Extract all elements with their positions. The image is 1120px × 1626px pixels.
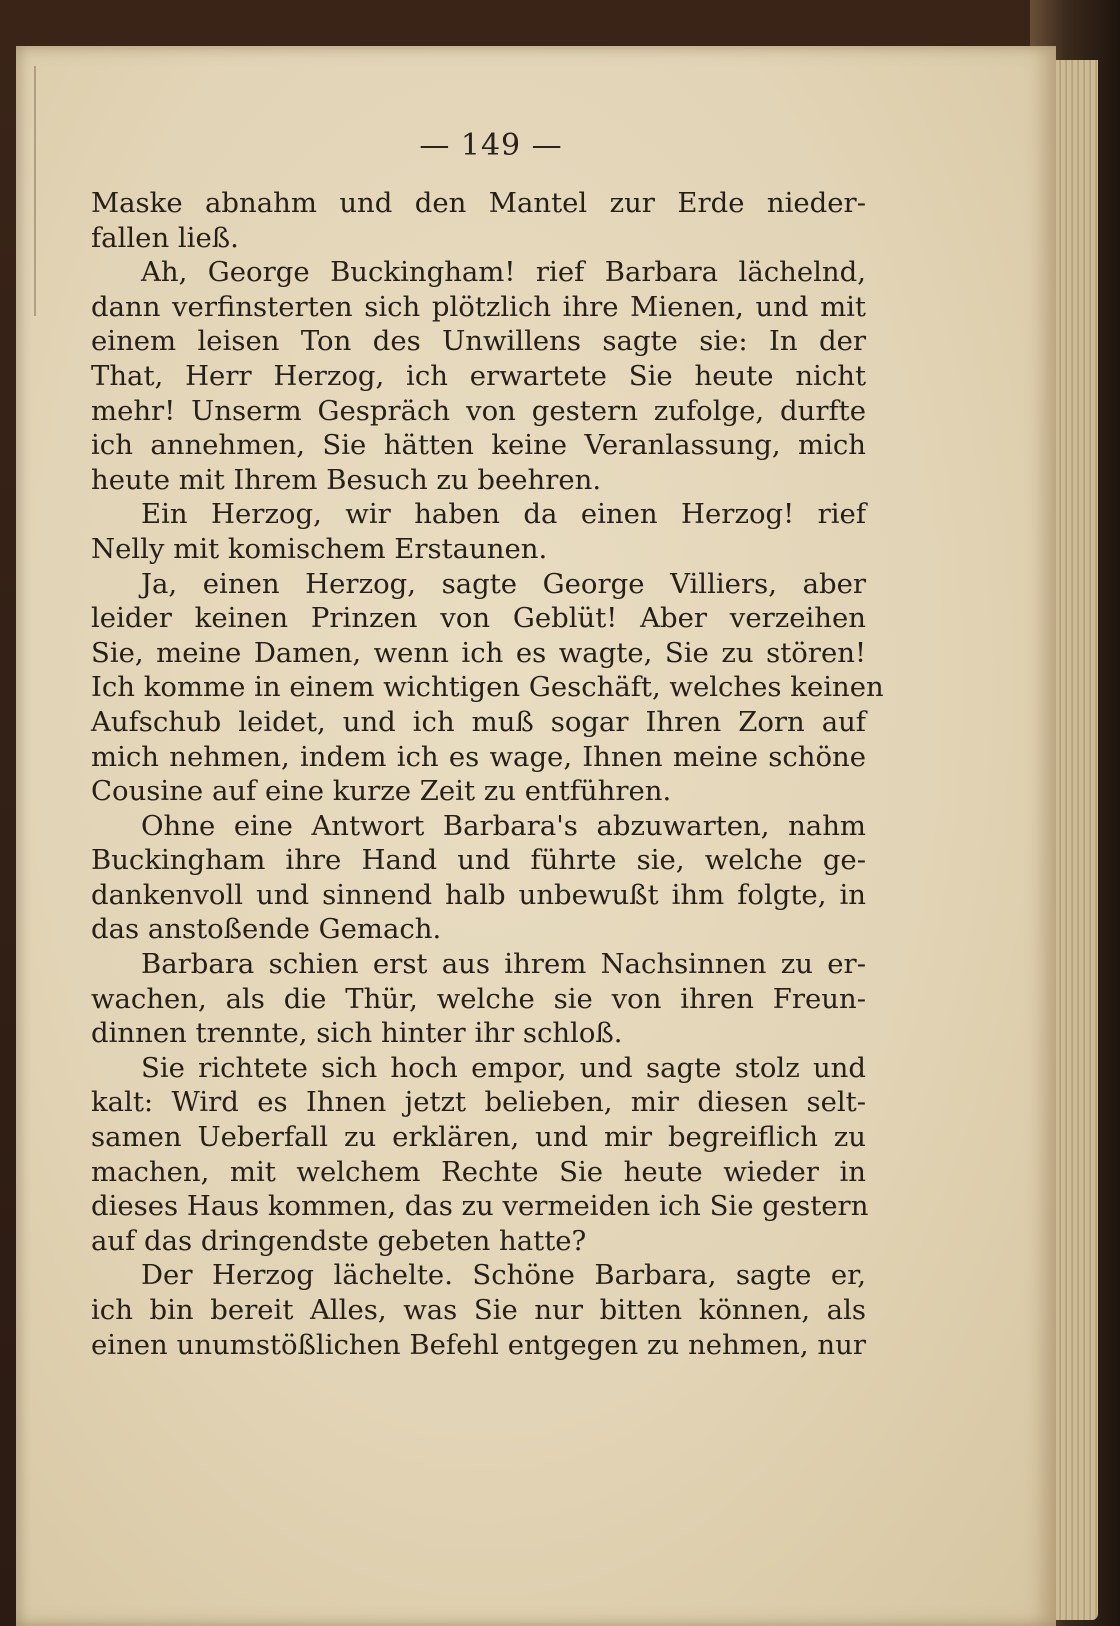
text-line: einem leisen Ton des Unwillens sagte sie: In der — [91, 325, 866, 358]
text-line: samen Ueberfall zu erklären, und mir begreiflich zu — [91, 1121, 866, 1154]
page-number: — 149 — — [419, 128, 563, 163]
text-line: Der Herzog lächelte. Schöne Barbara, sagte er, — [141, 1259, 866, 1292]
text-line: ich annehmen, Sie hätten keine Veranlassung, mich — [91, 429, 866, 462]
text-line: mehr! Unserm Gespräch von gestern zufolge, durfte — [91, 394, 866, 427]
text-line: das anstoßende Gemach. — [91, 913, 442, 946]
text-line: Buckingham ihre Hand und führte sie, welche ge- — [91, 844, 866, 877]
text-line: heute mit Ihrem Besuch zu beehren. — [91, 463, 602, 496]
text-line: leider keinen Prinzen von Geblüt! Aber verzeihen — [91, 602, 866, 635]
text-line: dinnen trennte, sich hinter ihr schloß. — [91, 1017, 623, 1050]
text-line: kalt: Wird es Ihnen jetzt belieben, mir diesen selt- — [91, 1086, 866, 1119]
text-line: Ein Herzog, wir haben da einen Herzog! rief — [141, 498, 866, 531]
text-line: Ja, einen Herzog, sagte George Villiers, aber — [141, 567, 866, 600]
text-line: Sie, meine Damen, wenn ich es wagte, Sie zu stören! — [91, 636, 866, 669]
gutter-mark — [34, 66, 36, 316]
text-line: dankenvoll und sinnend halb unbewußt ihm folgte, in — [91, 878, 866, 911]
text-line: wachen, als die Thür, welche sie von ihren Freun- — [91, 982, 866, 1015]
text-line: Barbara schien erst aus ihrem Nachsinnen zu er- — [141, 948, 866, 981]
text-line: Nelly mit komischem Erstaunen. — [91, 532, 548, 565]
text-line: Ohne eine Antwort Barbara's abzuwarten, nahm — [141, 809, 866, 842]
text-line: dieses Haus kommen, das zu vermeiden ich Sie gestern — [91, 1190, 869, 1223]
body-text — [91, 186, 884, 1362]
text-line: Aufschub leidet, und ich muß sogar Ihren Zorn auf — [91, 705, 866, 738]
text-line: That, Herr Herzog, ich erwartete Sie heute nicht — [91, 359, 866, 392]
text-line: Ich komme in einem wichtigen Geschäft, welches keinen — [91, 671, 884, 704]
text-line: Maske abnahm und den Mantel zur Erde nieder- — [91, 187, 866, 219]
page-stack-edge — [1050, 60, 1098, 1620]
text-line: machen, mit welchem Rechte Sie heute wieder in — [91, 1155, 866, 1188]
book-page — [16, 46, 1056, 1626]
text-line: einen unumstößlichen Befehl entgegen zu nehmen, nur — [91, 1328, 866, 1361]
text-line: Sie richtete sich hoch empor, und sagte stolz und — [141, 1051, 866, 1084]
text-line: ich bin bereit Alles, was Sie nur bitten können, als — [91, 1294, 866, 1326]
text-line: dann verfinsterten sich plötzlich ihre Mienen, und mit — [91, 290, 866, 323]
text-line: Cousine auf eine kurze Zeit zu entführen. — [91, 775, 672, 808]
text-line: mich nehmen, indem ich es wage, Ihnen meine schöne — [91, 740, 866, 773]
text-line: auf das dringendste gebeten hatte? — [91, 1224, 587, 1257]
text-line: Ah, George Buckingham! rief Barbara lächelnd, — [141, 256, 866, 289]
text-line: fallen ließ. — [91, 221, 239, 254]
